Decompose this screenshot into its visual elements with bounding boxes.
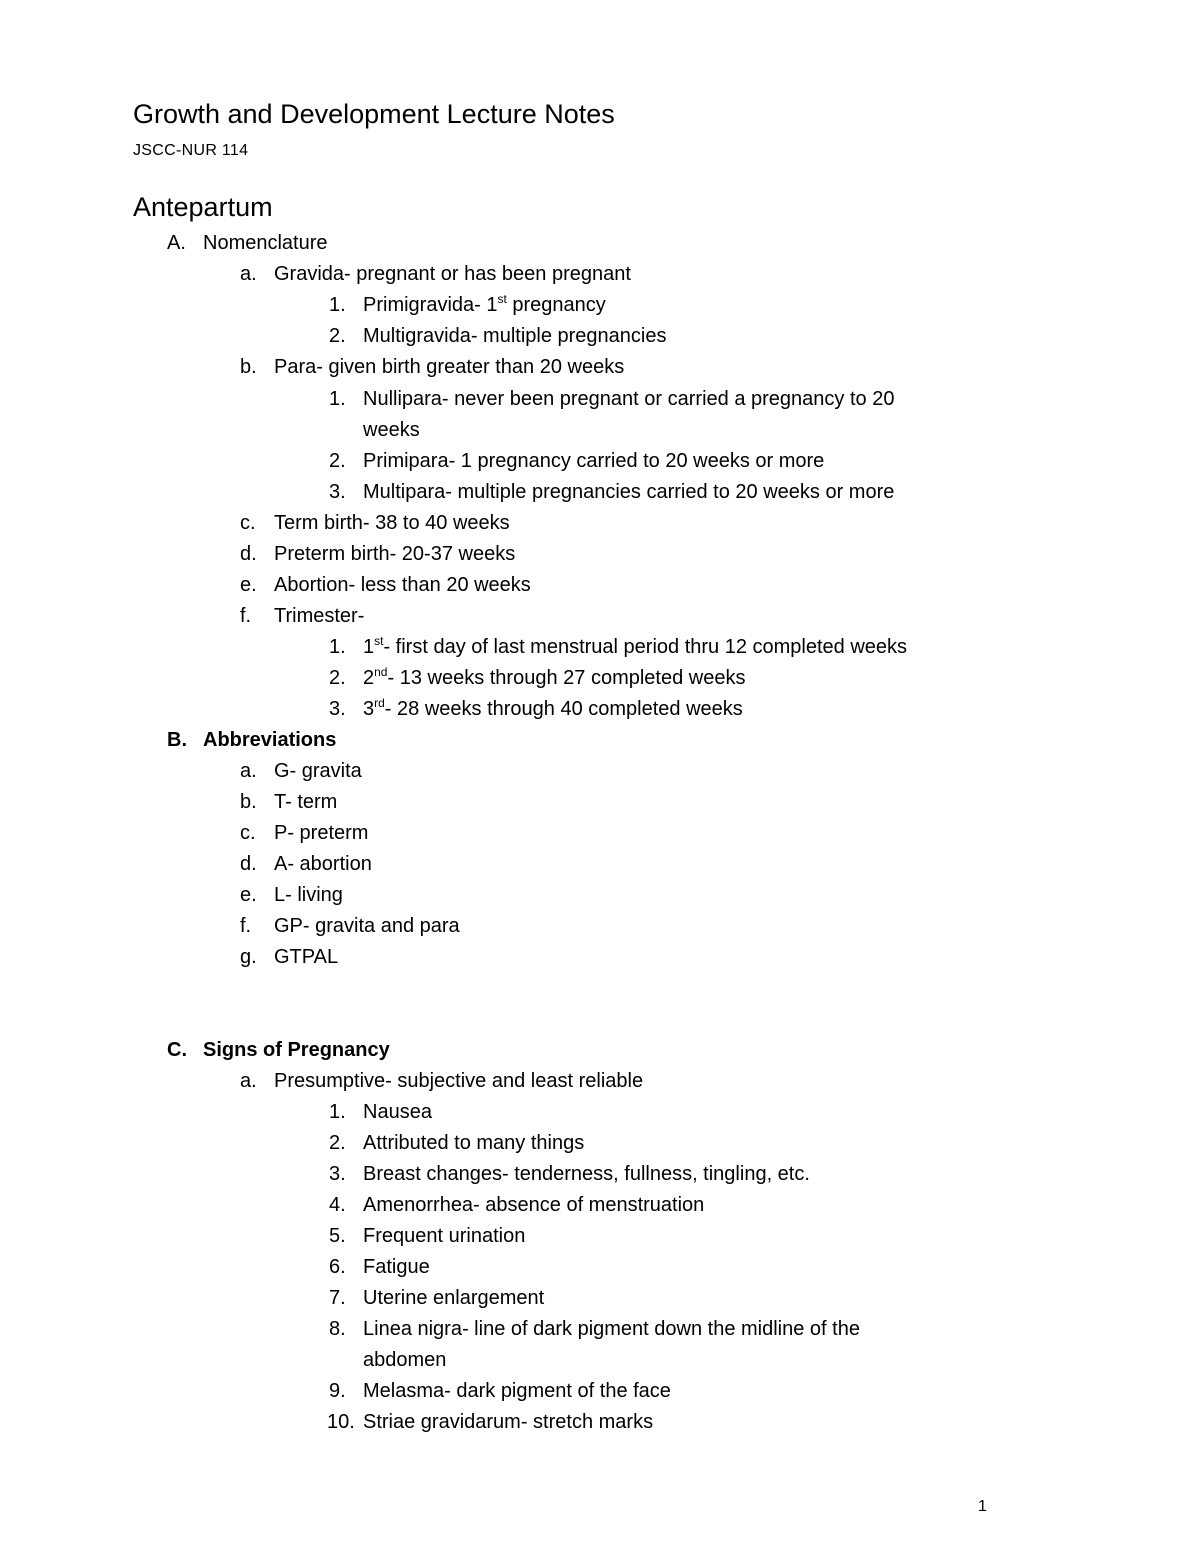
ordinal-suffix: rd [374,696,385,710]
list-item: Term birth- 38 to 40 weeks [274,512,510,534]
list-item [363,665,746,689]
list-item [363,634,908,658]
list-item: Primipara- 1 pregnancy carried to 20 weeks or more [363,450,825,472]
list-item: Linea nigra- line of dark pigment down the midline of the [363,1318,860,1340]
list-marker: c. [240,822,256,844]
list-marker: 1. [329,1101,346,1123]
list-marker: 4. [329,1194,346,1216]
list-item: Amenorrhea- absence of menstruation [363,1194,705,1216]
list-item-continuation: abdomen [363,1349,447,1371]
list-item: Melasma- dark pigment of the face [363,1380,671,1402]
list-marker: a. [240,263,257,285]
list-marker: 5. [329,1225,346,1247]
section-heading-antepartum: Antepartum [133,192,273,222]
list-item: Abortion- less than 20 weeks [274,574,531,596]
list-marker: a. [240,760,257,782]
list-marker: b. [240,791,257,813]
list-marker: d. [240,853,257,875]
ordinal-suffix: st [374,634,384,648]
list-marker: A. [167,232,186,254]
list-item: Gravida- pregnant or has been pregnant [274,263,631,285]
course-code: JSCC-NUR 114 [133,142,249,159]
item-text: - first day of last menstrual period thru 12 completed weeks [383,636,908,658]
list-marker: 1. [329,636,346,658]
page-number: 1 [978,1498,987,1515]
list-item: T- term [274,791,338,813]
list-marker: 7. [329,1287,346,1309]
list-marker: 8. [329,1318,346,1340]
heading-signs-of-pregnancy: Signs of Pregnancy [203,1039,390,1061]
list-item: GTPAL [274,946,339,968]
list-item-continuation: weeks [363,419,420,441]
list-marker: 10. [327,1411,355,1433]
list-marker: 6. [329,1256,346,1278]
list-item: Presumptive- subjective and least reliable [274,1070,644,1092]
list-item: A- abortion [274,853,372,875]
list-marker: 1. [329,388,346,410]
document-title: Growth and Development Lecture Notes [133,99,615,129]
list-marker: d. [240,543,257,565]
list-marker: b. [240,356,257,378]
list-item: Striae gravidarum- stretch marks [363,1411,654,1433]
list-item: Nullipara- never been pregnant or carried a pregnancy to 20 [363,388,895,410]
list-item: P- preterm [274,822,369,844]
ordinal-suffix: nd [374,665,388,679]
list-marker: a. [240,1070,257,1092]
list-marker: 3. [329,1163,346,1185]
list-marker: c. [240,512,256,534]
list-item: Preterm birth- 20-37 weeks [274,543,516,565]
item-text: - 13 weeks through 27 completed weeks [387,667,746,689]
heading-nomenclature: Nomenclature [203,232,328,254]
list-item: L- living [274,884,343,906]
item-text: 1 [363,636,375,658]
list-marker: 2. [329,1132,346,1154]
list-item: Breast changes- tenderness, fullness, tingling, etc. [363,1163,810,1185]
list-marker: 1. [329,294,346,316]
list-item: Nausea [363,1101,432,1123]
heading-abbreviations: Abbreviations [203,729,337,751]
list-marker: 2. [329,325,346,347]
list-item: Multipara- multiple pregnancies carried to 20 weeks or more [363,481,895,503]
list-item: G- gravita [274,760,362,782]
list-marker: e. [240,884,257,906]
list-marker: f. [240,605,252,627]
list-item: Fatigue [363,1256,430,1278]
list-marker: 2. [329,450,346,472]
list-marker: B. [167,729,187,751]
list-marker: g. [240,946,257,968]
list-item [363,696,743,720]
item-text: 2 [363,667,375,689]
item-text: - 28 weeks through 40 completed weeks [384,698,743,720]
item-text: Primigravida- 1 [363,294,498,316]
list-item [363,292,606,316]
list-marker: f. [240,915,252,937]
ordinal-suffix: st [497,292,507,306]
list-item: Multigravida- multiple pregnancies [363,325,667,347]
list-marker: 3. [329,698,346,720]
list-marker: 2. [329,667,346,689]
list-item: Trimester- [274,605,365,627]
list-marker: C. [167,1039,187,1061]
list-item: GP- gravita and para [274,915,460,937]
list-marker: 3. [329,481,346,503]
list-item: Frequent urination [363,1225,526,1247]
list-item: Attributed to many things [363,1132,585,1154]
list-item: Uterine enlargement [363,1287,545,1309]
item-text: 3 [363,698,375,720]
list-marker: 9. [329,1380,346,1402]
list-item: Para- given birth greater than 20 weeks [274,356,625,378]
list-marker: e. [240,574,257,596]
item-text: pregnancy [506,294,606,316]
